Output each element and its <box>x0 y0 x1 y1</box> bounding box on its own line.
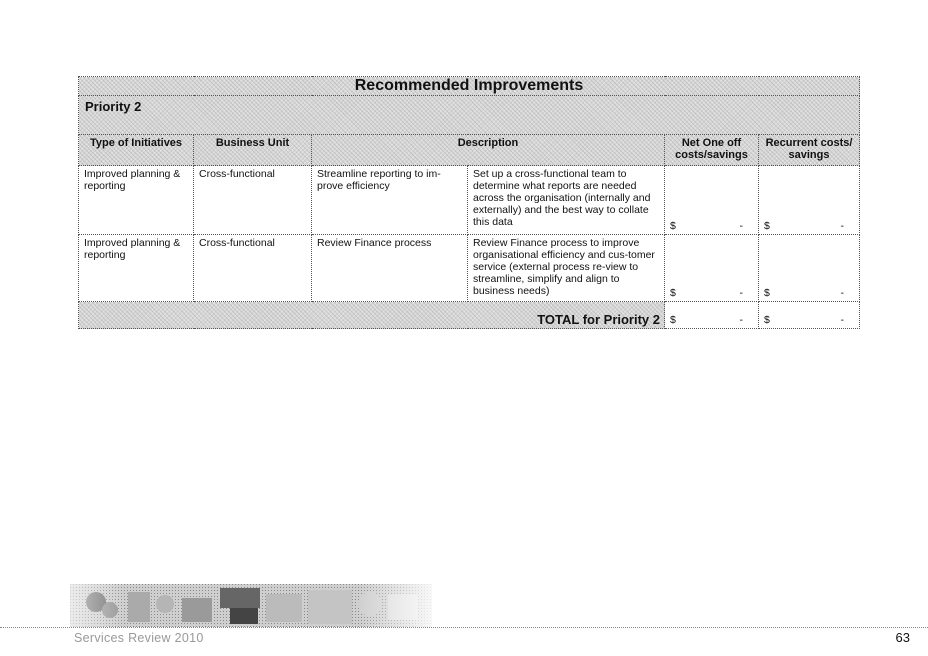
column-header-business-unit: Business Unit <box>194 135 312 166</box>
amount-value: - <box>840 287 845 299</box>
currency-symbol: $ <box>670 287 676 299</box>
currency-symbol: $ <box>764 287 770 299</box>
description-detail-cell: Review Finance process to improve organisational efficiency and cus-tomer service (external process re-view to streamline, simplify and align to business needs) <box>468 235 665 302</box>
currency-symbol: $ <box>670 314 676 326</box>
description-detail-cell: Set up a cross-functional team to determine what reports are needed across the organisation (internally and externally) and the best way to collate this data <box>468 166 665 235</box>
total-net-one-off-cell <box>665 302 759 329</box>
column-header-net-one-off: Net One off costs/savings <box>665 135 759 166</box>
footer-photo-collage <box>70 584 432 627</box>
footer-divider <box>0 627 928 628</box>
amount-value: - <box>739 314 743 326</box>
priority-heading: Priority 2 <box>79 96 860 135</box>
recommended-improvements-table <box>78 76 860 329</box>
total-recurrent-cell <box>759 302 860 329</box>
amount-value: - <box>840 314 845 326</box>
business-unit-cell: Cross-functional <box>194 166 312 235</box>
initiative-type-cell: Improved planning & reporting <box>79 166 194 235</box>
page-number: 63 <box>895 630 910 645</box>
total-row <box>79 302 860 329</box>
footer-document-title: Services Review 2010 <box>74 631 204 645</box>
net-one-off-cell <box>665 166 759 235</box>
recurrent-cell <box>759 166 860 235</box>
currency-symbol: $ <box>670 220 676 232</box>
column-header-type: Type of Initiatives <box>79 135 194 166</box>
net-one-off-cell <box>665 235 759 302</box>
column-header-description: Description <box>312 135 665 166</box>
currency-symbol: $ <box>764 220 770 232</box>
amount-value: - <box>840 220 845 232</box>
table-row <box>79 235 860 302</box>
description-action-cell: Review Finance process <box>312 235 468 302</box>
description-action-cell: Streamline reporting to im-prove efficiency <box>312 166 468 235</box>
table-row <box>79 166 860 235</box>
initiative-type-cell: Improved planning & reporting <box>79 235 194 302</box>
business-unit-cell: Cross-functional <box>194 235 312 302</box>
amount-value: - <box>739 220 743 232</box>
amount-value: - <box>739 287 743 299</box>
table-title: Recommended Improvements <box>79 77 860 96</box>
recurrent-cell <box>759 235 860 302</box>
column-header-recurrent: Recurrent costs/ savings <box>759 135 860 166</box>
total-label: TOTAL for Priority 2 <box>79 302 665 329</box>
currency-symbol: $ <box>764 314 770 326</box>
